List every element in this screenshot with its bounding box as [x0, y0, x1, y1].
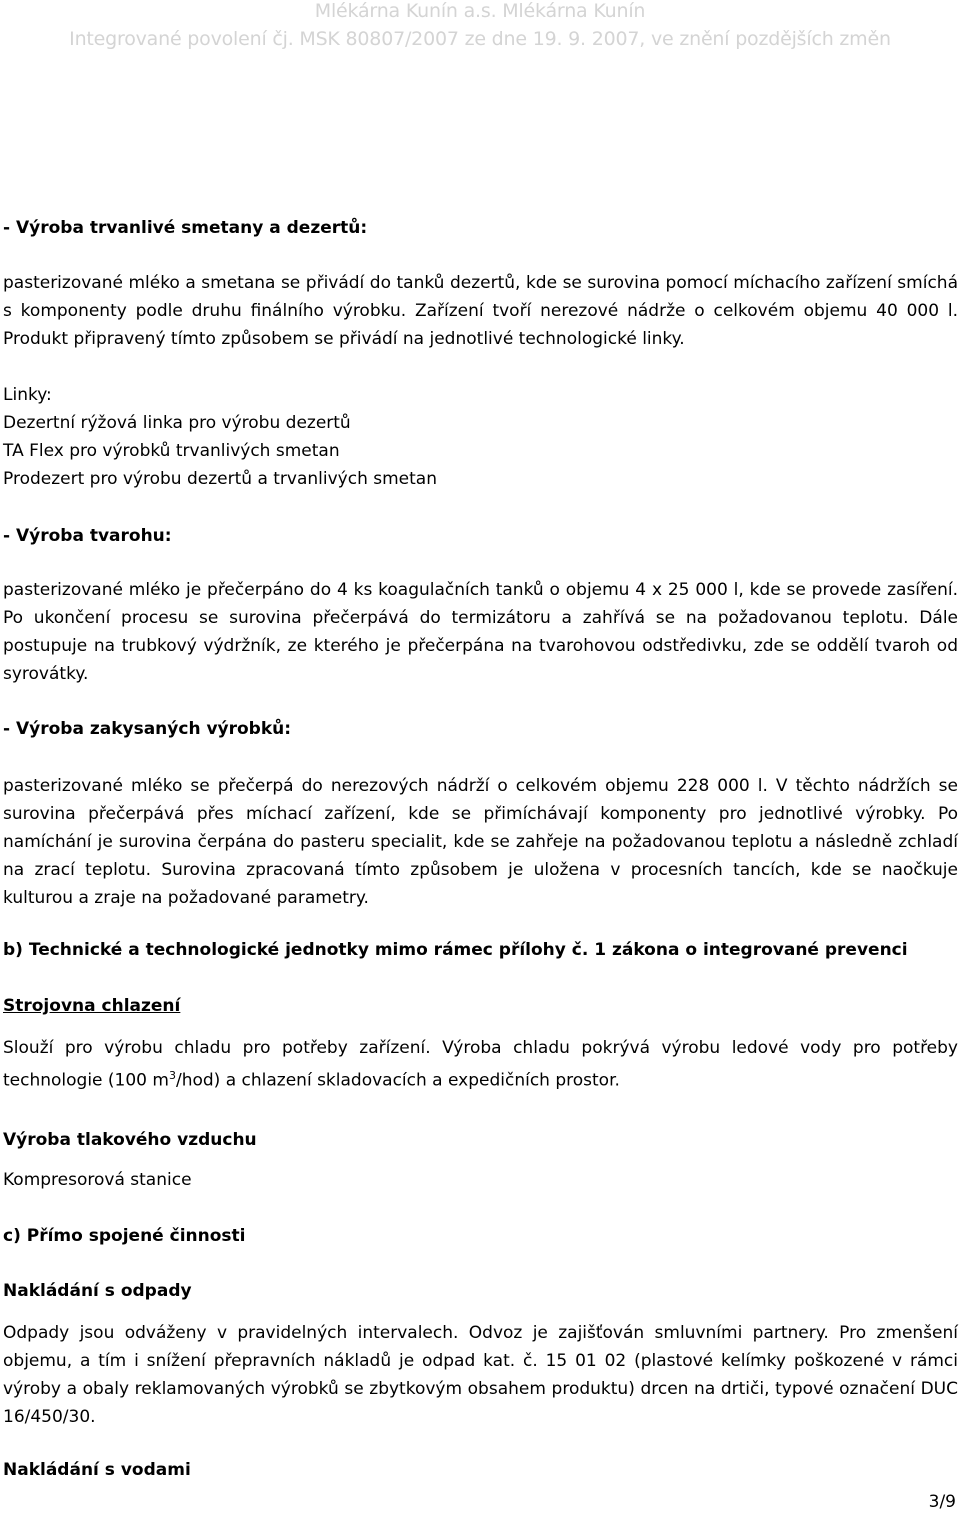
paragraph-tvaroh: pasterizované mléko je přečerpáno do 4 ks koagulačních tanků o objemu 4 x 25 000 l, kde se provede zasíření. Po ukončení procesu se surovina přečerpává do termizátoru a zahřívá se na požadovanou teplotu. Dále postupuje na trubkový výdržník, ze kterého je přečerpána na tvarohovou odstředivku, zde se oddělí tvaroh od syrovátky.: [3, 580, 958, 684]
heading-trvanlive-smetany: - Výroba trvanlivé smetany a dezertů:: [3, 218, 368, 238]
list-item: Prodezert pro výrobu dezertů a trvanlivých smetan: [3, 469, 437, 489]
strojovna-text-end: /hod) a chlazení skladovacích a expedičních prostor.: [175, 1070, 620, 1091]
lines-label: Linky:: [3, 385, 52, 405]
paragraph-trvanlive-smetany: pasterizované mléko a smetana se přivádí do tanků dezertů, kde se surovina pomocí míchacího zařízení smíchá s komponenty podle druhu finálního výrobku. Zařízení tvoří nerezové nádrže o celkovém objemu 40 000 l. Produkt připravený tímto způsobem se přivádí na jednotlivé technologické linky.: [3, 273, 958, 349]
paragraph-zakysane-vyrobky: pasterizované mléko se přečerpá do nerezových nádrží o celkovém objemu 228 000 l. V těchto nádržích se surovina přečerpává přes míchací zařízení, kde se přimíchávají komponenty pro jednotlivé výrobky. Po namíchání je surovina čerpána do pasteru specialit, kde se zahřeje na požadovanou teplotu a následně zchladí na zrací teplotu. Surovina zpracovaná tímto způsobem je uložena v procesních tancích, kde se naočkuje kulturou a zraje na požadované parametry.: [3, 776, 958, 908]
strojovna-text: Slouží pro výrobu chladu pro potřeby zařízení. Výroba chladu pokrývá výrobu ledové vody pro potřeby technologie (100 m: [3, 1038, 958, 1091]
heading-vody: Nakládání s vodami: [3, 1460, 191, 1480]
document-header-company: Mlékárna Kunín a.s. Mlékárna Kunín: [314, 0, 646, 22]
superscript-3: 3: [168, 1069, 176, 1082]
heading-tlakovy-vzduch: Výroba tlakového vzduchu: [3, 1130, 257, 1150]
heading-odpady: Nakládání s odpady: [3, 1281, 192, 1301]
heading-section-b: b) Technické a technologické jednotky mimo rámec přílohy č. 1 zákona o integrované prevenci: [3, 940, 908, 960]
paragraph-strojovna-chlazeni: [3, 1034, 958, 1095]
heading-zakysane-vyrobky: - Výroba zakysaných výrobků:: [3, 719, 292, 739]
heading-strojovna-chlazeni: Strojovna chlazení: [3, 996, 181, 1016]
text-kompresorova-stanice: Kompresorová stanice: [3, 1170, 192, 1190]
paragraph-odpady: Odpady jsou odváženy v pravidelných intervalech. Odvoz je zajišťován smluvními partnery. Pro zmenšení objemu, a tím i snížení přepravních nákladů je odpad kat. č. 15 01 02 (plastové kelímky poškozené v rámci výroby a obaly reklamovaných výrobků se zbytkovým obsahem produktu) drcen na drtiči, typové označení DUC 16/450/30.: [3, 1323, 958, 1427]
document-header-permit: Integrované povolení čj. MSK 80807/2007 ze dne 19. 9. 2007, ve znění pozdějších změn: [69, 28, 891, 50]
list-item: TA Flex pro výrobků trvanlivých smetan: [3, 441, 340, 461]
heading-section-c: c) Přímo spojené činnosti: [3, 1226, 246, 1246]
page-number: 3/9: [928, 1492, 956, 1512]
heading-tvaroh: - Výroba tvarohu:: [3, 526, 172, 546]
production-lines-list: [3, 381, 437, 493]
list-item: Dezertní rýžová linka pro výrobu dezertů: [3, 413, 351, 433]
